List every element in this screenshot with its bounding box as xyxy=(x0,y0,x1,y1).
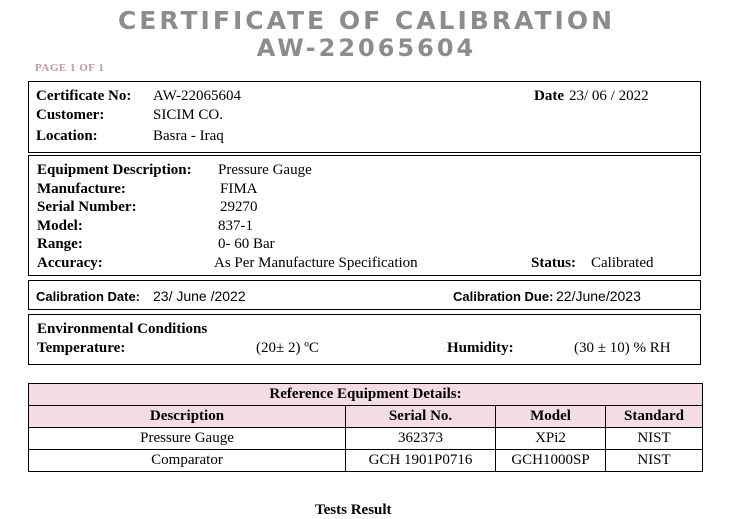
table-cell: Comparator xyxy=(29,450,346,472)
range-value: 0- 60 Bar xyxy=(218,236,275,252)
status-value: Calibrated xyxy=(591,255,654,271)
environment-heading: Environmental Conditions xyxy=(37,321,208,337)
equipment-description-value: Pressure Gauge xyxy=(218,162,312,178)
cert-no-value: AW-22065604 xyxy=(153,88,241,104)
column-header: Model xyxy=(496,406,606,428)
calibration-due-value: 22/June/2023 xyxy=(556,288,641,304)
serial-number-label: Serial Number: xyxy=(37,199,137,215)
table-cell: GCH1000SP xyxy=(496,450,606,472)
table-row xyxy=(29,428,703,450)
reference-equipment-table xyxy=(28,383,703,472)
temperature-value: (20± 2) ºC xyxy=(256,340,319,356)
status-label: Status: xyxy=(531,255,577,271)
manufacture-value: FIMA xyxy=(220,181,258,197)
table-cell: GCH 1901P0716 xyxy=(346,450,496,472)
column-header: Serial No. xyxy=(346,406,496,428)
certificate-title: CERTIFICATE OF CALIBRATION xyxy=(117,6,616,35)
accuracy-label: Accuracy: xyxy=(37,255,103,271)
customer-label: Customer: xyxy=(36,107,105,123)
certificate-number-title: AW-22065604 xyxy=(256,34,477,62)
model-value: 837-1 xyxy=(218,218,253,234)
table-row xyxy=(29,450,703,472)
date-value: 23/ 06 / 2022 xyxy=(569,88,649,104)
manufacture-label: Manufacture: xyxy=(37,181,126,197)
equipment-description-label: Equipment Description: xyxy=(37,162,192,178)
tests-result-heading: Tests Result xyxy=(315,502,392,518)
calibration-dates-box xyxy=(28,280,701,310)
accuracy-value: As Per Manufacture Specification xyxy=(214,255,418,271)
calibration-due-label: Calibration Due: xyxy=(453,289,554,304)
calibration-date-value: 23/ June /2022 xyxy=(153,288,246,304)
table-header-row xyxy=(29,406,703,428)
humidity-label: Humidity: xyxy=(447,340,514,356)
calibration-date-label: Calibration Date: xyxy=(36,289,141,304)
certificate-info-box xyxy=(28,81,701,153)
column-header: Description xyxy=(29,406,346,428)
model-label: Model: xyxy=(37,218,83,234)
table-cell: NIST xyxy=(606,450,703,472)
temperature-label: Temperature: xyxy=(37,340,126,356)
environment-box xyxy=(28,314,701,365)
range-label: Range: xyxy=(37,236,83,252)
humidity-value: (30 ± 10) % RH xyxy=(574,340,671,356)
location-label: Location: xyxy=(36,128,98,144)
customer-value: SICIM CO. xyxy=(153,107,224,123)
table-cell: XPi2 xyxy=(496,428,606,450)
table-cell: 362373 xyxy=(346,428,496,450)
cert-no-label: Certificate No: xyxy=(36,88,132,104)
serial-number-value: 29270 xyxy=(220,199,258,215)
page-label: PAGE 1 OF 1 xyxy=(35,62,105,74)
reference-table-heading: Reference Equipment Details: xyxy=(29,384,703,406)
column-header: Standard xyxy=(606,406,703,428)
table-cell: NIST xyxy=(606,428,703,450)
table-cell: Pressure Gauge xyxy=(29,428,346,450)
date-label: Date xyxy=(534,88,564,104)
equipment-box xyxy=(28,155,701,276)
location-value: Basra - Iraq xyxy=(153,128,224,144)
